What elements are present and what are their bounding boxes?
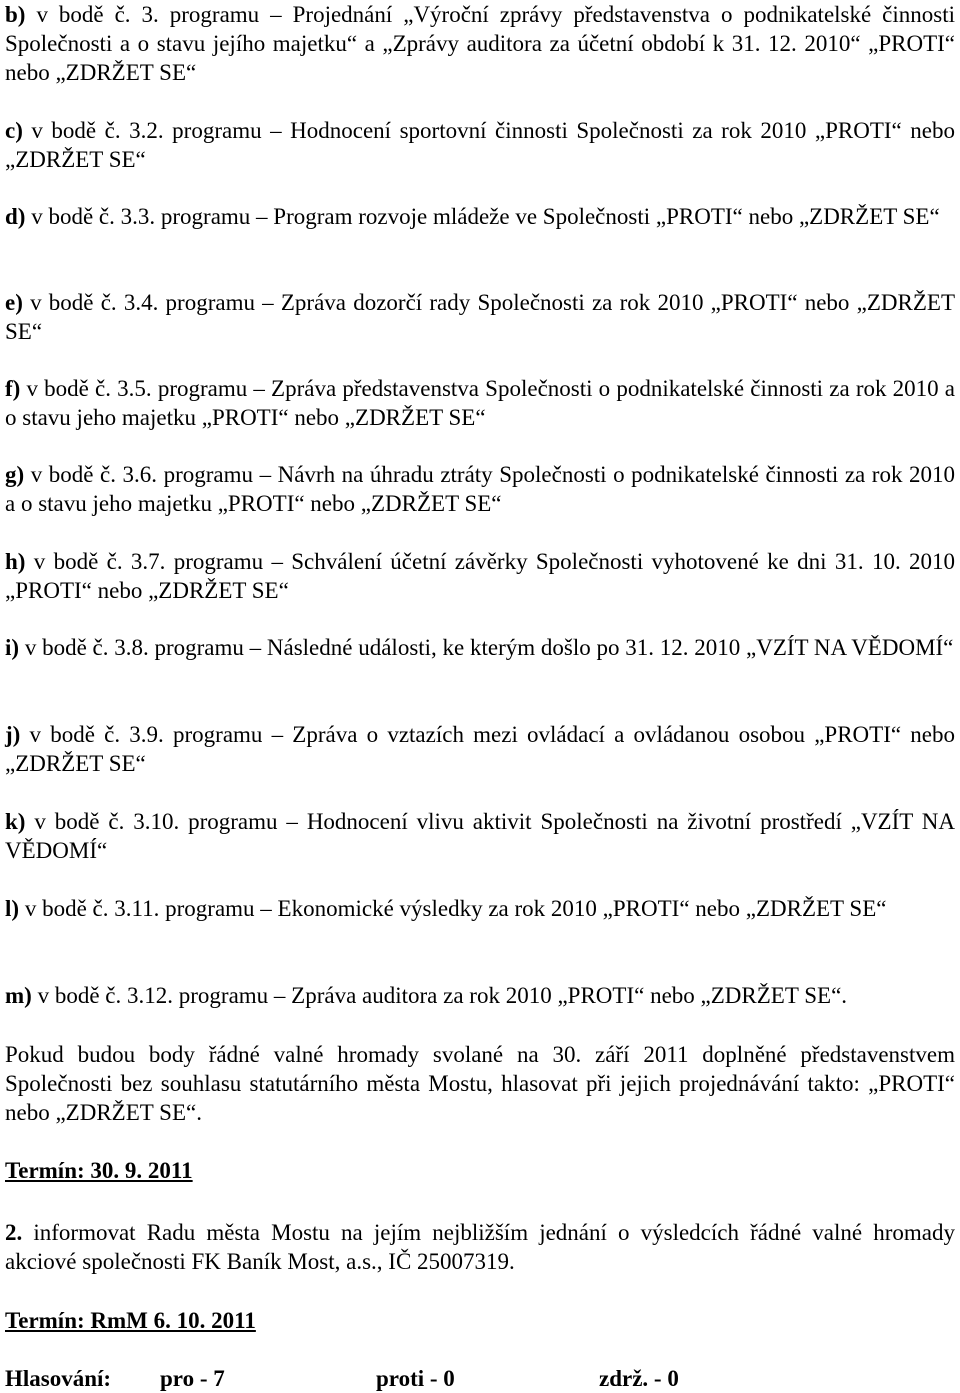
- item-text: v bodě č. 3.6. programu – Návrh na úhradu ztráty Společnosti o podnikatelské činnosti za rok 2010 a o stavu jeho majetku „PROTI“ nebo „ZDRŽET SE“: [5, 462, 956, 516]
- deadline-1: Termín: 30. 9. 2011: [5, 1158, 193, 1183]
- item-label: h): [5, 549, 26, 574]
- item-text: v bodě č. 3.11. programu – Ekonomické výsledky za rok 2010 „PROTI“ nebo „ZDRŽET SE“: [24, 896, 887, 921]
- item-text: v bodě č. 3.2. programu – Hodnocení sportovní činnosti Společnosti za rok 2010 „PROTI“ nebo „ZDRŽET SE“: [5, 118, 956, 172]
- resolution-item-c: [5, 116, 955, 174]
- item-label: i): [5, 635, 20, 660]
- item-label: j): [5, 722, 21, 747]
- resolution-item-l: [5, 894, 955, 923]
- point-text: informovat Radu města Mostu na jejím nejbližším jednání o výsledcích řádné valné hromady akciové společnosti FK Baník Most, a.s., IČ 25007319.: [5, 1220, 955, 1274]
- item-text: v bodě č. 3.5. programu – Zpráva představenstva Společnosti o podnikatelské činnosti za rok 2010 a o stavu jeho majetku „PROTI“ nebo „ZDRŽET SE“: [5, 376, 956, 430]
- item-label: g): [5, 462, 25, 487]
- item-text: v bodě č. 3.9. programu – Zpráva o vztazích mezi ovládací a ovládanou osobou „PROTI“ nebo „ZDRŽET SE“: [5, 722, 955, 776]
- resolution-item-h: [5, 547, 955, 605]
- item-text: v bodě č. 3.7. programu – Schválení účetní závěrky Společnosti vyhotovené ke dni 31. 10. 2010 „PROTI“ nebo „ZDRŽET SE“: [5, 549, 956, 603]
- item-text: v bodě č. 3.8. programu – Následné události, ke kterým došlo po 31. 12. 2010 „VZÍT NA VĚDOMÍ“: [24, 635, 954, 660]
- resolution-item-f: [5, 374, 955, 432]
- item-label: d): [5, 204, 26, 229]
- voting-label: Hlasování:: [5, 1366, 112, 1391]
- deadline-2: Termín: RmM 6. 10. 2011: [5, 1308, 256, 1333]
- item-label: l): [5, 896, 20, 921]
- voting-proti: proti - 0: [376, 1366, 455, 1391]
- point-2: [5, 1218, 955, 1276]
- item-label: c): [5, 118, 23, 143]
- resolution-item-d: [5, 202, 955, 231]
- voting-zdrz: zdrž. - 0: [599, 1366, 679, 1391]
- resolution-item-i: [5, 633, 955, 662]
- resolution-item-m: [5, 981, 955, 1010]
- resolution-item-g: [5, 460, 955, 518]
- resolution-item-j: [5, 720, 955, 778]
- item-label: e): [5, 290, 23, 315]
- item-label: m): [5, 983, 32, 1008]
- item-text: v bodě č. 3.12. programu – Zpráva auditora za rok 2010 „PROTI“ nebo „ZDRŽET SE“.: [37, 983, 848, 1008]
- closing-paragraph: Pokud budou body řádné valné hromady svolané na 30. září 2011 doplněné představenstvem Společnosti bez souhlasu statutárního města Mostu, hlasovat při jejich projednávání takto: „PROTI“ nebo „ZDRŽET SE“.: [5, 1042, 955, 1125]
- resolution-item-e: [5, 288, 955, 346]
- resolution-item-b: [5, 0, 955, 87]
- item-text: v bodě č. 3.3. programu – Program rozvoje mládeže ve Společnosti „PROTI“ nebo „ZDRŽET SE“: [31, 204, 940, 229]
- item-label: k): [5, 809, 26, 834]
- item-label: b): [5, 2, 26, 27]
- item-label: f): [5, 376, 21, 401]
- item-text: v bodě č. 3. programu – Projednání „Výroční zprávy představenstva o podnikatelské činnosti Společnosti a o stavu jejího majetku“ a „Zprávy auditora za účetní období k 31. 12. 2010“ „PROTI“ nebo „ZDRŽET SE“: [5, 2, 956, 85]
- item-text: v bodě č. 3.4. programu – Zpráva dozorčí rady Společnosti za rok 2010 „PROTI“ nebo „ZDRŽET SE“: [5, 290, 955, 344]
- voting-pro: pro - 7: [160, 1366, 225, 1391]
- voting-row: [5, 1364, 955, 1393]
- item-text: v bodě č. 3.10. programu – Hodnocení vlivu aktivit Společnosti na životní prostředí „VZÍT NA VĚDOMÍ“: [5, 809, 956, 863]
- resolution-item-k: [5, 807, 955, 865]
- point-number: 2.: [5, 1220, 23, 1245]
